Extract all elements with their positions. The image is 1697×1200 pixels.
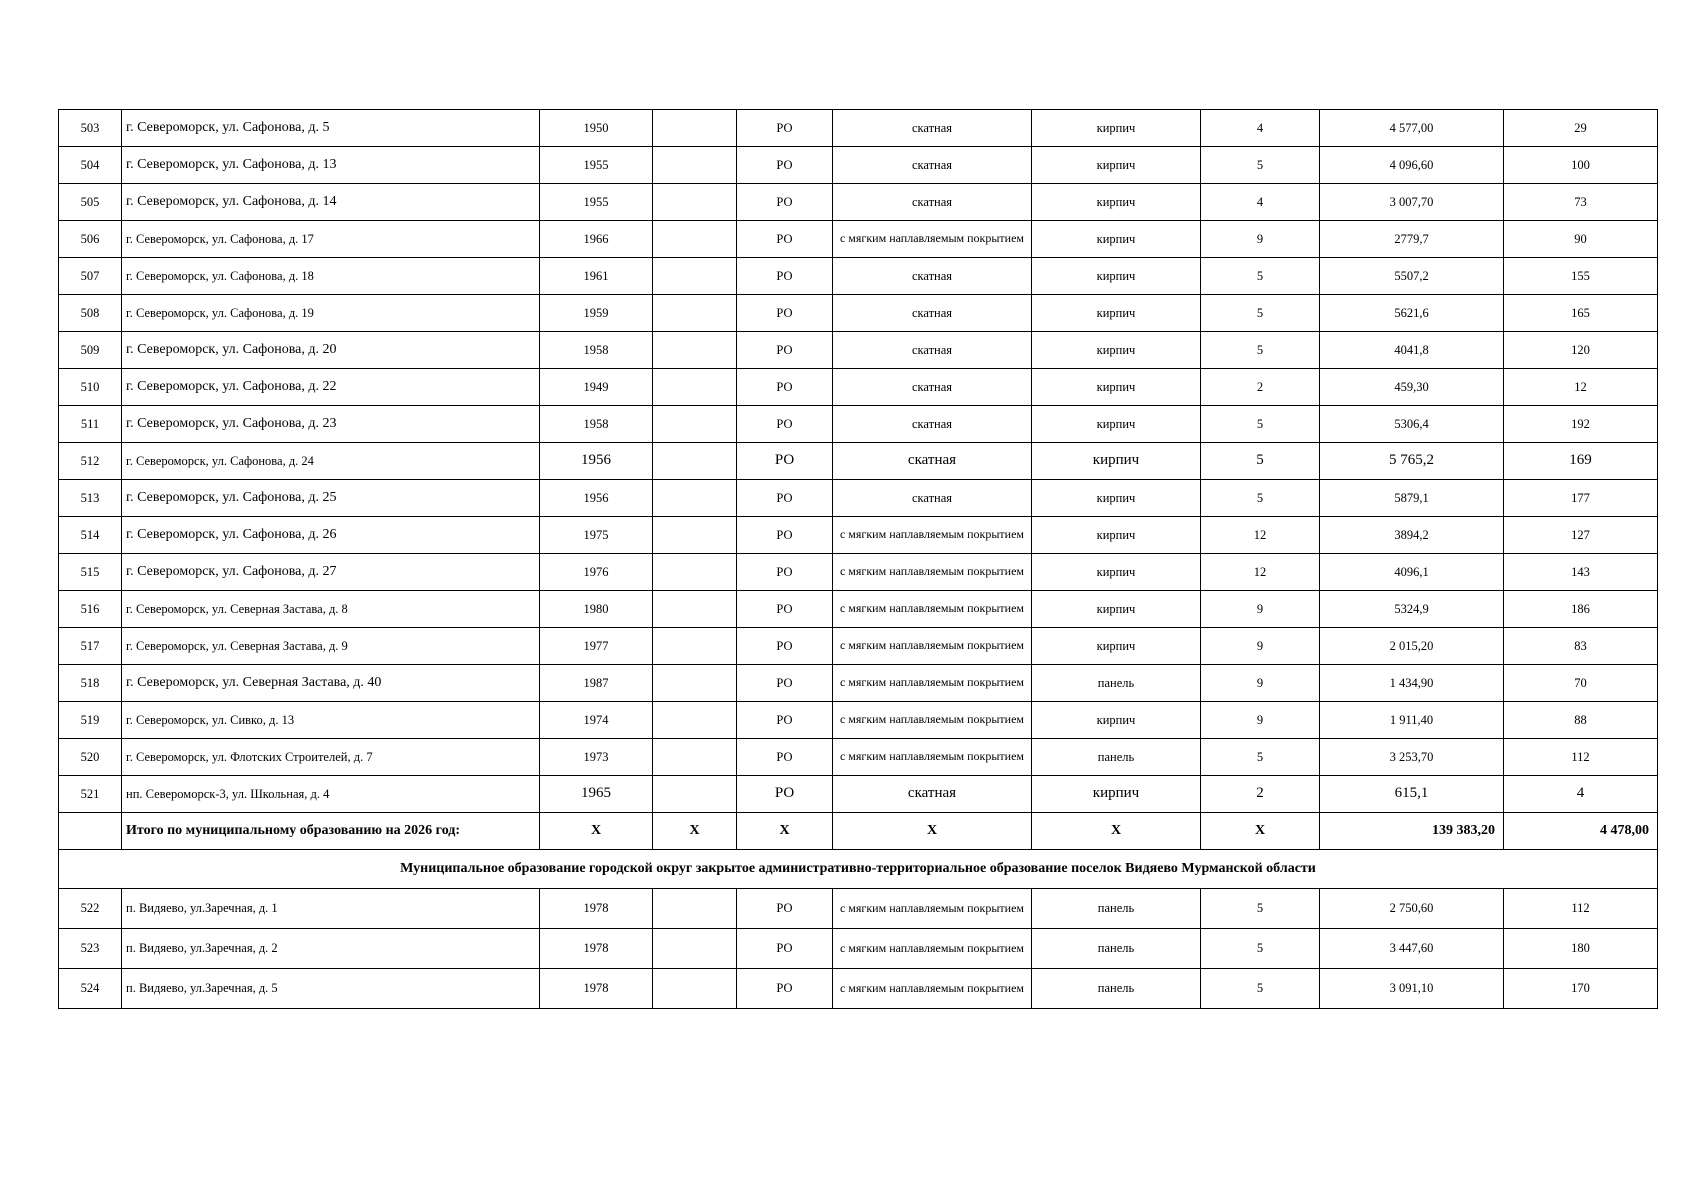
residents-cell: 112 bbox=[1504, 889, 1658, 929]
roof-type-cell: с мягким наплавляемым покрытием bbox=[833, 702, 1032, 739]
year-cell: 1978 bbox=[540, 889, 653, 929]
year-cell: 1977 bbox=[540, 628, 653, 665]
floors-cell: 12 bbox=[1201, 554, 1320, 591]
address-cell: г. Североморск, ул. Сафонова, д. 23 bbox=[122, 406, 540, 443]
area-cell: 5306,4 bbox=[1320, 406, 1504, 443]
residents-cell: 83 bbox=[1504, 628, 1658, 665]
section-title: Муниципальное образование городской округ закрытое административно-территориальное образование поселок Видяево Мурманской области bbox=[59, 850, 1658, 889]
address-cell: г. Североморск, ул. Сафонова, д. 20 bbox=[122, 332, 540, 369]
area-cell: 3 447,60 bbox=[1320, 929, 1504, 969]
table-row bbox=[59, 110, 1658, 147]
blank-cell bbox=[653, 221, 737, 258]
address-cell: г. Североморск, ул. Северная Застава, д. 9 bbox=[122, 628, 540, 665]
area-cell: 3 253,70 bbox=[1320, 739, 1504, 776]
roof-type-cell: скатная bbox=[833, 332, 1032, 369]
blank-cell bbox=[653, 929, 737, 969]
status-cell: РО bbox=[737, 591, 833, 628]
row-number-cell: 509 bbox=[59, 332, 122, 369]
floors-cell: 9 bbox=[1201, 591, 1320, 628]
residents-cell: 4 bbox=[1504, 776, 1658, 813]
address-cell: г. Североморск, ул. Сафонова, д. 25 bbox=[122, 480, 540, 517]
wall-material-cell: кирпич bbox=[1032, 221, 1201, 258]
housing-table bbox=[58, 109, 1658, 1009]
table-row bbox=[59, 929, 1658, 969]
status-cell: РО bbox=[737, 332, 833, 369]
blank-cell bbox=[653, 628, 737, 665]
floors-cell: 5 bbox=[1201, 332, 1320, 369]
table-row bbox=[59, 443, 1658, 480]
wall-material-cell: кирпич bbox=[1032, 258, 1201, 295]
total-x-year: Х bbox=[540, 813, 653, 850]
row-number-cell: 511 bbox=[59, 406, 122, 443]
address-cell: г. Североморск, ул. Сафонова, д. 5 bbox=[122, 110, 540, 147]
residents-cell: 177 bbox=[1504, 480, 1658, 517]
residents-cell: 169 bbox=[1504, 443, 1658, 480]
blank-cell bbox=[653, 665, 737, 702]
roof-type-cell: с мягким наплавляемым покрытием bbox=[833, 628, 1032, 665]
row-number-cell: 522 bbox=[59, 889, 122, 929]
table-row bbox=[59, 776, 1658, 813]
blank-cell bbox=[653, 184, 737, 221]
status-cell: РО bbox=[737, 147, 833, 184]
total-row bbox=[59, 813, 1658, 850]
status-cell: РО bbox=[737, 517, 833, 554]
address-cell: г. Североморск, ул. Сафонова, д. 17 bbox=[122, 221, 540, 258]
residents-cell: 88 bbox=[1504, 702, 1658, 739]
total-x-blank: Х bbox=[653, 813, 737, 850]
area-cell: 2779,7 bbox=[1320, 221, 1504, 258]
year-cell: 1980 bbox=[540, 591, 653, 628]
floors-cell: 5 bbox=[1201, 969, 1320, 1009]
area-cell: 3 091,10 bbox=[1320, 969, 1504, 1009]
year-cell: 1965 bbox=[540, 776, 653, 813]
roof-type-cell: с мягким наплавляемым покрытием bbox=[833, 929, 1032, 969]
table-row bbox=[59, 184, 1658, 221]
floors-cell: 5 bbox=[1201, 480, 1320, 517]
row-number-cell: 505 bbox=[59, 184, 122, 221]
roof-type-cell: скатная bbox=[833, 443, 1032, 480]
total-residents: 4 478,00 bbox=[1504, 813, 1658, 850]
status-cell: РО bbox=[737, 480, 833, 517]
floors-cell: 9 bbox=[1201, 628, 1320, 665]
year-cell: 1949 bbox=[540, 369, 653, 406]
status-cell: РО bbox=[737, 554, 833, 591]
area-cell: 3 007,70 bbox=[1320, 184, 1504, 221]
year-cell: 1958 bbox=[540, 406, 653, 443]
year-cell: 1955 bbox=[540, 184, 653, 221]
table-row bbox=[59, 665, 1658, 702]
wall-material-cell: кирпич bbox=[1032, 554, 1201, 591]
area-cell: 2 750,60 bbox=[1320, 889, 1504, 929]
address-cell: г. Североморск, ул. Флотских Строителей, д. 7 bbox=[122, 739, 540, 776]
residents-cell: 120 bbox=[1504, 332, 1658, 369]
blank-cell bbox=[653, 110, 737, 147]
address-cell: п. Видяево, ул.Заречная, д. 2 bbox=[122, 929, 540, 969]
wall-material-cell: панель bbox=[1032, 889, 1201, 929]
row-number-cell: 504 bbox=[59, 147, 122, 184]
blank-cell bbox=[653, 406, 737, 443]
address-cell: п. Видяево, ул.Заречная, д. 5 bbox=[122, 969, 540, 1009]
status-cell: РО bbox=[737, 665, 833, 702]
residents-cell: 12 bbox=[1504, 369, 1658, 406]
area-cell: 4 577,00 bbox=[1320, 110, 1504, 147]
roof-type-cell: скатная bbox=[833, 295, 1032, 332]
table-row bbox=[59, 889, 1658, 929]
total-x-roof: Х bbox=[833, 813, 1032, 850]
address-cell: г. Североморск, ул. Сафонова, д. 26 bbox=[122, 517, 540, 554]
year-cell: 1955 bbox=[540, 147, 653, 184]
blank-cell bbox=[653, 295, 737, 332]
roof-type-cell: скатная bbox=[833, 369, 1032, 406]
table-row bbox=[59, 969, 1658, 1009]
blank-cell bbox=[653, 147, 737, 184]
blank-cell bbox=[653, 591, 737, 628]
roof-type-cell: скатная bbox=[833, 480, 1032, 517]
table-body-vidyaevo bbox=[59, 889, 1658, 1009]
row-number-cell: 524 bbox=[59, 969, 122, 1009]
blank-cell bbox=[653, 969, 737, 1009]
blank-cell bbox=[653, 889, 737, 929]
floors-cell: 5 bbox=[1201, 739, 1320, 776]
address-cell: г. Североморск, ул. Сафонова, д. 13 bbox=[122, 147, 540, 184]
row-number-cell: 521 bbox=[59, 776, 122, 813]
roof-type-cell: скатная bbox=[833, 406, 1032, 443]
year-cell: 1959 bbox=[540, 295, 653, 332]
roof-type-cell: с мягким наплавляемым покрытием bbox=[833, 889, 1032, 929]
floors-cell: 5 bbox=[1201, 929, 1320, 969]
area-cell: 615,1 bbox=[1320, 776, 1504, 813]
address-cell: г. Североморск, ул. Сафонова, д. 24 bbox=[122, 443, 540, 480]
wall-material-cell: кирпич bbox=[1032, 110, 1201, 147]
floors-cell: 4 bbox=[1201, 110, 1320, 147]
residents-cell: 90 bbox=[1504, 221, 1658, 258]
table-row bbox=[59, 147, 1658, 184]
area-cell: 4096,1 bbox=[1320, 554, 1504, 591]
wall-material-cell: кирпич bbox=[1032, 591, 1201, 628]
year-cell: 1974 bbox=[540, 702, 653, 739]
status-cell: РО bbox=[737, 929, 833, 969]
address-cell: г. Североморск, ул. Северная Застава, д. 40 bbox=[122, 665, 540, 702]
roof-type-cell: скатная bbox=[833, 258, 1032, 295]
wall-material-cell: кирпич bbox=[1032, 628, 1201, 665]
wall-material-cell: панель bbox=[1032, 665, 1201, 702]
area-cell: 4 096,60 bbox=[1320, 147, 1504, 184]
table-row bbox=[59, 258, 1658, 295]
total-x-floors: Х bbox=[1201, 813, 1320, 850]
roof-type-cell: с мягким наплавляемым покрытием bbox=[833, 517, 1032, 554]
roof-type-cell: с мягким наплавляемым покрытием bbox=[833, 969, 1032, 1009]
blank-cell bbox=[653, 739, 737, 776]
floors-cell: 9 bbox=[1201, 702, 1320, 739]
residents-cell: 100 bbox=[1504, 147, 1658, 184]
roof-type-cell: с мягким наплавляемым покрытием bbox=[833, 591, 1032, 628]
roof-type-cell: скатная bbox=[833, 184, 1032, 221]
wall-material-cell: кирпич bbox=[1032, 406, 1201, 443]
row-number-cell: 508 bbox=[59, 295, 122, 332]
table-row bbox=[59, 295, 1658, 332]
row-number-cell: 523 bbox=[59, 929, 122, 969]
area-cell: 2 015,20 bbox=[1320, 628, 1504, 665]
residents-cell: 143 bbox=[1504, 554, 1658, 591]
row-number-cell: 510 bbox=[59, 369, 122, 406]
floors-cell: 5 bbox=[1201, 258, 1320, 295]
blank-cell bbox=[653, 369, 737, 406]
table-row bbox=[59, 702, 1658, 739]
table-row bbox=[59, 332, 1658, 369]
roof-type-cell: с мягким наплавляемым покрытием bbox=[833, 739, 1032, 776]
wall-material-cell: панель bbox=[1032, 929, 1201, 969]
floors-cell: 5 bbox=[1201, 443, 1320, 480]
table-row bbox=[59, 517, 1658, 554]
year-cell: 1956 bbox=[540, 480, 653, 517]
year-cell: 1976 bbox=[540, 554, 653, 591]
row-number-cell: 517 bbox=[59, 628, 122, 665]
year-cell: 1958 bbox=[540, 332, 653, 369]
address-cell: г. Североморск, ул. Сивко, д. 13 bbox=[122, 702, 540, 739]
roof-type-cell: скатная bbox=[833, 110, 1032, 147]
row-number-cell: 515 bbox=[59, 554, 122, 591]
floors-cell: 9 bbox=[1201, 221, 1320, 258]
roof-type-cell: с мягким наплавляемым покрытием bbox=[833, 554, 1032, 591]
wall-material-cell: кирпич bbox=[1032, 517, 1201, 554]
year-cell: 1961 bbox=[540, 258, 653, 295]
residents-cell: 180 bbox=[1504, 929, 1658, 969]
status-cell: РО bbox=[737, 406, 833, 443]
area-cell: 5879,1 bbox=[1320, 480, 1504, 517]
wall-material-cell: панель bbox=[1032, 739, 1201, 776]
address-cell: г. Североморск, ул. Сафонова, д. 22 bbox=[122, 369, 540, 406]
status-cell: РО bbox=[737, 295, 833, 332]
address-cell: г. Североморск, ул. Северная Застава, д. 8 bbox=[122, 591, 540, 628]
wall-material-cell: кирпич bbox=[1032, 184, 1201, 221]
address-cell: п. Видяево, ул.Заречная, д. 1 bbox=[122, 889, 540, 929]
wall-material-cell: кирпич bbox=[1032, 443, 1201, 480]
residents-cell: 192 bbox=[1504, 406, 1658, 443]
floors-cell: 4 bbox=[1201, 184, 1320, 221]
table-row bbox=[59, 406, 1658, 443]
area-cell: 5621,6 bbox=[1320, 295, 1504, 332]
wall-material-cell: кирпич bbox=[1032, 369, 1201, 406]
floors-cell: 5 bbox=[1201, 406, 1320, 443]
floors-cell: 2 bbox=[1201, 776, 1320, 813]
address-cell: г. Североморск, ул. Сафонова, д. 27 bbox=[122, 554, 540, 591]
wall-material-cell: кирпич bbox=[1032, 702, 1201, 739]
table-row bbox=[59, 554, 1658, 591]
status-cell: РО bbox=[737, 110, 833, 147]
total-empty-cell bbox=[59, 813, 122, 850]
area-cell: 1 434,90 bbox=[1320, 665, 1504, 702]
row-number-cell: 516 bbox=[59, 591, 122, 628]
table-row bbox=[59, 221, 1658, 258]
year-cell: 1966 bbox=[540, 221, 653, 258]
status-cell: РО bbox=[737, 443, 833, 480]
year-cell: 1978 bbox=[540, 929, 653, 969]
blank-cell bbox=[653, 517, 737, 554]
status-cell: РО bbox=[737, 628, 833, 665]
row-number-cell: 513 bbox=[59, 480, 122, 517]
row-number-cell: 507 bbox=[59, 258, 122, 295]
area-cell: 459,30 bbox=[1320, 369, 1504, 406]
residents-cell: 155 bbox=[1504, 258, 1658, 295]
row-number-cell: 506 bbox=[59, 221, 122, 258]
year-cell: 1973 bbox=[540, 739, 653, 776]
table-row bbox=[59, 591, 1658, 628]
roof-type-cell: скатная bbox=[833, 776, 1032, 813]
floors-cell: 5 bbox=[1201, 295, 1320, 332]
table-row bbox=[59, 480, 1658, 517]
status-cell: РО bbox=[737, 776, 833, 813]
section-header-row bbox=[59, 850, 1658, 889]
area-cell: 3894,2 bbox=[1320, 517, 1504, 554]
residents-cell: 186 bbox=[1504, 591, 1658, 628]
blank-cell bbox=[653, 332, 737, 369]
roof-type-cell: скатная bbox=[833, 147, 1032, 184]
address-cell: г. Североморск, ул. Сафонова, д. 19 bbox=[122, 295, 540, 332]
row-number-cell: 519 bbox=[59, 702, 122, 739]
status-cell: РО bbox=[737, 258, 833, 295]
wall-material-cell: кирпич bbox=[1032, 295, 1201, 332]
floors-cell: 12 bbox=[1201, 517, 1320, 554]
residents-cell: 170 bbox=[1504, 969, 1658, 1009]
blank-cell bbox=[653, 554, 737, 591]
row-number-cell: 503 bbox=[59, 110, 122, 147]
residents-cell: 112 bbox=[1504, 739, 1658, 776]
residents-cell: 70 bbox=[1504, 665, 1658, 702]
floors-cell: 9 bbox=[1201, 665, 1320, 702]
floors-cell: 5 bbox=[1201, 889, 1320, 929]
area-cell: 5324,9 bbox=[1320, 591, 1504, 628]
blank-cell bbox=[653, 443, 737, 480]
wall-material-cell: кирпич bbox=[1032, 480, 1201, 517]
table-total-section bbox=[59, 813, 1658, 889]
address-cell: нп. Североморск-3, ул. Школьная, д. 4 bbox=[122, 776, 540, 813]
status-cell: РО bbox=[737, 969, 833, 1009]
status-cell: РО bbox=[737, 221, 833, 258]
area-cell: 5 765,2 bbox=[1320, 443, 1504, 480]
address-cell: г. Североморск, ул. Сафонова, д. 14 bbox=[122, 184, 540, 221]
residents-cell: 127 bbox=[1504, 517, 1658, 554]
year-cell: 1978 bbox=[540, 969, 653, 1009]
area-cell: 1 911,40 bbox=[1320, 702, 1504, 739]
status-cell: РО bbox=[737, 369, 833, 406]
table-row bbox=[59, 739, 1658, 776]
status-cell: РО bbox=[737, 184, 833, 221]
total-x-status: Х bbox=[737, 813, 833, 850]
wall-material-cell: кирпич bbox=[1032, 332, 1201, 369]
row-number-cell: 512 bbox=[59, 443, 122, 480]
status-cell: РО bbox=[737, 702, 833, 739]
table-body-serveromorsk bbox=[59, 110, 1658, 813]
area-cell: 4041,8 bbox=[1320, 332, 1504, 369]
blank-cell bbox=[653, 480, 737, 517]
floors-cell: 5 bbox=[1201, 147, 1320, 184]
total-label: Итого по муниципальному образованию на 2026 год: bbox=[122, 813, 540, 850]
status-cell: РО bbox=[737, 739, 833, 776]
wall-material-cell: кирпич bbox=[1032, 776, 1201, 813]
wall-material-cell: кирпич bbox=[1032, 147, 1201, 184]
floors-cell: 2 bbox=[1201, 369, 1320, 406]
blank-cell bbox=[653, 258, 737, 295]
roof-type-cell: с мягким наплавляемым покрытием bbox=[833, 665, 1032, 702]
table-row bbox=[59, 628, 1658, 665]
row-number-cell: 518 bbox=[59, 665, 122, 702]
residents-cell: 73 bbox=[1504, 184, 1658, 221]
residents-cell: 29 bbox=[1504, 110, 1658, 147]
total-area: 139 383,20 bbox=[1320, 813, 1504, 850]
table-row bbox=[59, 369, 1658, 406]
status-cell: РО bbox=[737, 889, 833, 929]
year-cell: 1987 bbox=[540, 665, 653, 702]
year-cell: 1975 bbox=[540, 517, 653, 554]
roof-type-cell: с мягким наплавляемым покрытием bbox=[833, 221, 1032, 258]
row-number-cell: 514 bbox=[59, 517, 122, 554]
blank-cell bbox=[653, 702, 737, 739]
year-cell: 1950 bbox=[540, 110, 653, 147]
row-number-cell: 520 bbox=[59, 739, 122, 776]
residents-cell: 165 bbox=[1504, 295, 1658, 332]
address-cell: г. Североморск, ул. Сафонова, д. 18 bbox=[122, 258, 540, 295]
area-cell: 5507,2 bbox=[1320, 258, 1504, 295]
total-x-wall: Х bbox=[1032, 813, 1201, 850]
blank-cell bbox=[653, 776, 737, 813]
year-cell: 1956 bbox=[540, 443, 653, 480]
wall-material-cell: панель bbox=[1032, 969, 1201, 1009]
